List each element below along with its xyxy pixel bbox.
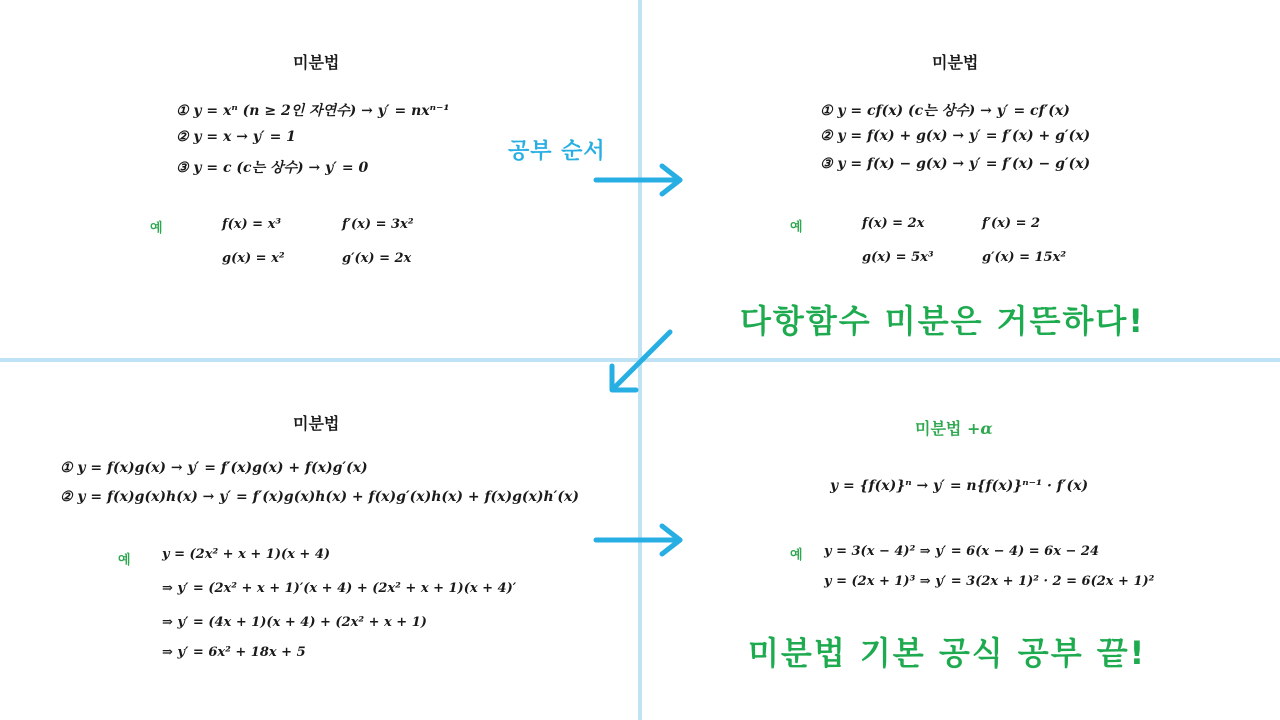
q1-rule-2: ② y = x → y′ = 1 bbox=[176, 129, 296, 145]
q4-example-line-2: y = (2x + 1)³ ⇒ y′ = 3(2x + 1)² · 2 = 6(2x + 1)² bbox=[824, 574, 1155, 589]
q1-example-df: f′(x) = 3x² bbox=[342, 217, 414, 232]
q4-rule: y = {f(x)}ⁿ → y′ = n{f(x)}ⁿ⁻¹ · f′(x) bbox=[830, 478, 1089, 494]
q3-example-line-3: ⇒ y′ = (4x + 1)(x + 4) + (2x² + x + 1) bbox=[162, 615, 427, 630]
q2-example-df: f′(x) = 2 bbox=[982, 216, 1041, 231]
q4-title-text: 미분법 bbox=[915, 419, 962, 438]
q2-rule-1: ① y = cf(x) (c는 상수) → y′ = cf′(x) bbox=[820, 103, 1070, 119]
q3-example-label: 예 bbox=[118, 553, 131, 568]
q4-title bbox=[915, 416, 993, 439]
q3-rule-1: ① y = f(x)g(x) → y′ = f′(x)g(x) + f(x)g′(x) bbox=[60, 460, 368, 476]
arrow-right-top-icon bbox=[592, 162, 692, 198]
q3-title: 미분법 bbox=[293, 414, 340, 433]
q2-title: 미분법 bbox=[932, 53, 979, 72]
q4-example-line-1: y = 3(x − 4)² ⇒ y′ = 6(x − 4) = 6x − 24 bbox=[824, 544, 1100, 559]
q1-example-label: 예 bbox=[150, 221, 163, 236]
arrow-right-bottom-icon bbox=[592, 522, 692, 558]
q1-example-dg: g′(x) = 2x bbox=[342, 251, 412, 266]
q1-example-f: f(x) = x³ bbox=[222, 217, 282, 232]
q4-slogan: 미분법 기본 공식 공부 끝! bbox=[748, 634, 1147, 672]
q3-example-line-2: ⇒ y′ = (2x² + x + 1)′(x + 4) + (2x² + x + 1)(x + 4)′ bbox=[162, 581, 517, 596]
q1-rule-1: ① y = xⁿ (n ≥ 2인 자연수) → y′ = nxⁿ⁻¹ bbox=[176, 103, 450, 119]
study-order-label: 공부 순서 bbox=[508, 139, 606, 164]
q2-example-dg: g′(x) = 15x² bbox=[982, 250, 1067, 265]
q2-rule-2: ② y = f(x) + g(x) → y′ = f′(x) + g′(x) bbox=[820, 128, 1091, 144]
q2-slogan: 다항함수 미분은 거뜬하다! bbox=[740, 302, 1145, 340]
q3-example-line-4: ⇒ y′ = 6x² + 18x + 5 bbox=[162, 645, 306, 660]
q4-title-suffix: +α bbox=[966, 419, 993, 438]
q2-rule-3: ③ y = f(x) − g(x) → y′ = f′(x) − g′(x) bbox=[820, 156, 1091, 172]
q2-example-f: f(x) = 2x bbox=[862, 216, 925, 231]
q2-example-label: 예 bbox=[790, 220, 803, 235]
q3-example-line-1: y = (2x² + x + 1)(x + 4) bbox=[162, 547, 331, 562]
q2-example-g: g(x) = 5x³ bbox=[862, 250, 934, 265]
q1-title: 미분법 bbox=[293, 53, 340, 72]
q1-rule-3: ③ y = c (c는 상수) → y′ = 0 bbox=[176, 160, 369, 176]
q3-rule-2: ② y = f(x)g(x)h(x) → y′ = f′(x)g(x)h(x) + f(x)g′(x)h(x) + f(x)g(x)h′(x) bbox=[60, 489, 579, 505]
q1-example-g: g(x) = x² bbox=[222, 251, 285, 266]
q4-example-label: 예 bbox=[790, 548, 803, 563]
arrow-down-left-icon bbox=[600, 326, 680, 398]
